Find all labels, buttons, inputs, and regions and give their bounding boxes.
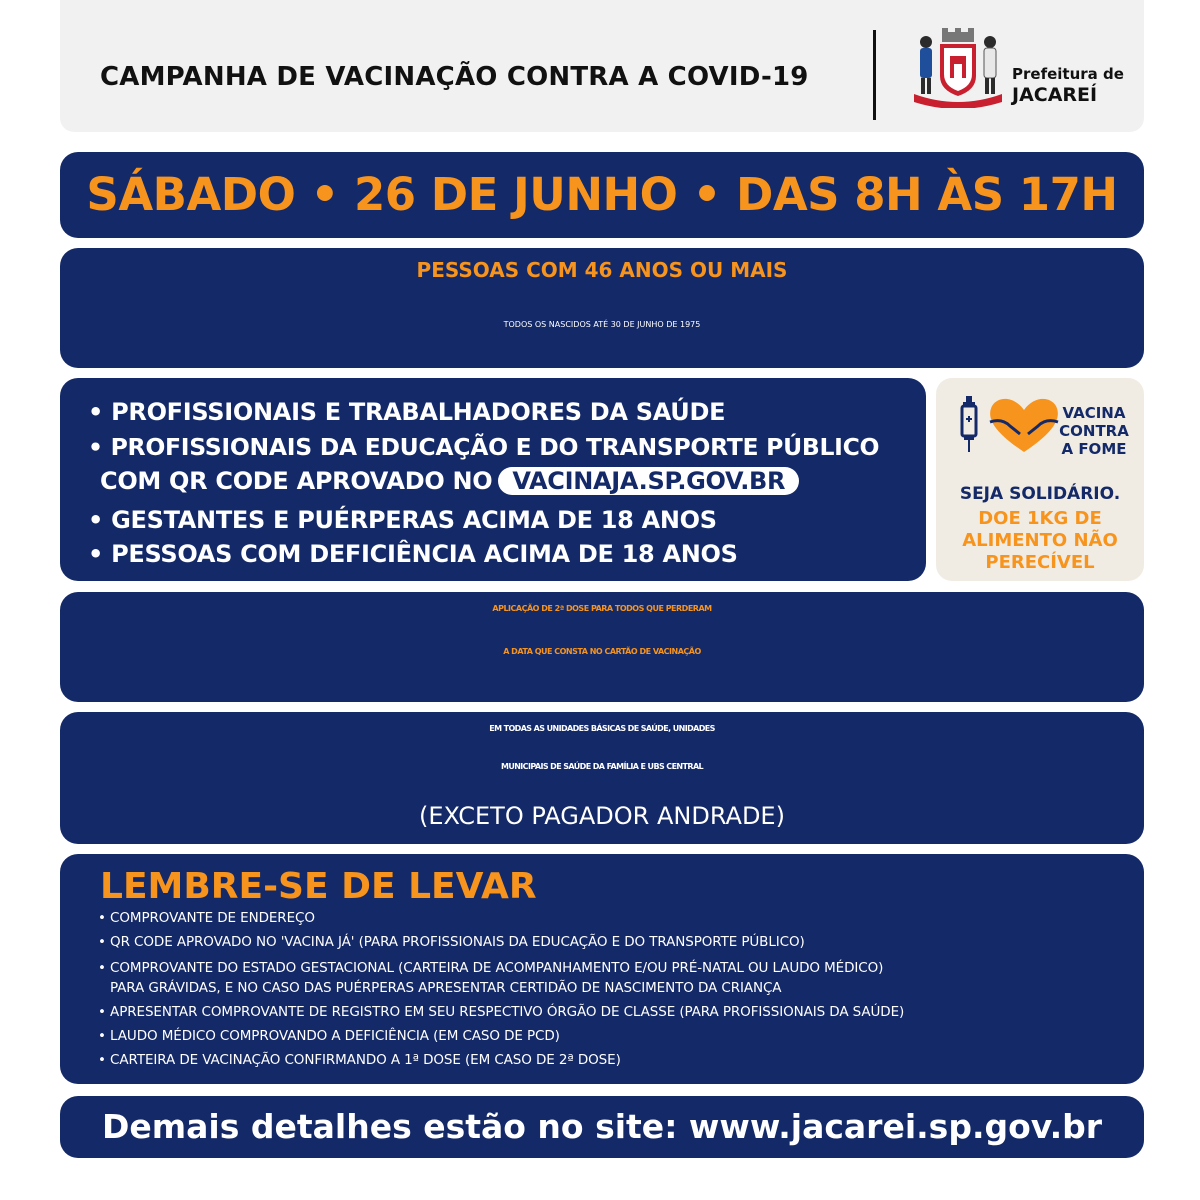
reminder-item: • COMPROVANTE DE ENDEREÇO [98, 910, 315, 926]
second-dose-line2: A DATA QUE CONSTA NO CARTÃO DE VACINAÇÃO [503, 647, 701, 656]
second-dose-line1: APLICAÇÃO DE 2ª DOSE PARA TODOS QUE PERDERAM [492, 604, 712, 613]
campaign-icons [954, 392, 1064, 454]
heart-hands-icon [990, 399, 1058, 452]
vacina-contra-fome-panel [936, 378, 1144, 581]
locations-exception: (EXCETO PAGADOR ANDRADE) [419, 802, 785, 830]
locations-line2: MUNICIPAIS DE SAÚDE DA FAMÍLIA E UBS CENTRAL [500, 762, 704, 771]
group-item-disability: • PESSOAS COM DEFICIÊNCIA ACIMA DE 18 ANOS [88, 540, 738, 568]
campaign-line1: VACINA [1062, 404, 1126, 422]
donation-text [936, 508, 1144, 574]
date-text: SÁBADO • 26 DE JUNHO • DAS 8H ÀS 17H [86, 168, 1118, 221]
group-item-pregnant: • GESTANTES E PUÉRPERAS ACIMA DE 18 ANOS [88, 506, 717, 534]
second-dose-banner [60, 592, 1144, 702]
campaign-line2: CONTRA [1059, 422, 1129, 440]
reminder-item: • APRESENTAR COMPROVANTE DE REGISTRO EM SEU RESPECTIVO ÓRGÃO DE CLASSE (PARA PROFISSIONAIS DA SAÚDE) [98, 1004, 905, 1020]
syringe-icon [962, 396, 976, 452]
vacina-contra-fome-title [1054, 404, 1134, 458]
group-item-health: • PROFISSIONAIS E TRABALHADORES DA SAÚDE [88, 398, 726, 426]
reminder-panel [60, 854, 1144, 1084]
jacarei-crest-icon [910, 28, 1006, 108]
campaign-title: CAMPANHA DE VACINAÇÃO CONTRA A COVID-19 [100, 62, 809, 92]
age-banner [60, 248, 1144, 368]
date-banner [60, 152, 1144, 238]
header-bar [60, 0, 1144, 132]
campaign-line3: A FOME [1061, 440, 1127, 458]
org-name-line1: Prefeitura de [1012, 65, 1124, 83]
group-item-education-line1: • PROFISSIONAIS DA EDUCAÇÃO E DO TRANSPORTE PÚBLICO [88, 433, 880, 461]
footer-banner [60, 1096, 1144, 1158]
age-subtitle: TODOS OS NASCIDOS ATÉ 30 DE JUNHO DE 1975 [503, 320, 701, 329]
footer-site-text: Demais detalhes estão no site: www.jacarei.sp.gov.br [101, 1107, 1103, 1146]
reminder-item-continued: PARA GRÁVIDAS, E NO CASO DAS PUÉRPERAS APRESENTAR CERTIDÃO DE NASCIMENTO DA CRIANÇA [110, 980, 782, 996]
vacinaja-url-link[interactable]: VACINAJA.SP.GOV.BR [498, 467, 799, 495]
age-title: PESSOAS COM 46 ANOS OU MAIS [416, 258, 788, 282]
reminder-item: • LAUDO MÉDICO COMPROVANDO A DEFICIÊNCIA (EM CASO DE PCD) [98, 1028, 560, 1044]
group-item-education-line2 [100, 467, 799, 495]
donation-line3: PERECÍVEL [985, 552, 1095, 573]
group-item-education-text: COM QR CODE APROVADO NO [100, 467, 493, 495]
org-name-line2: JACAREÍ [1012, 84, 1098, 106]
priority-groups-panel [60, 378, 926, 581]
locations-line1: EM TODAS AS UNIDADES BÁSICAS DE SAÚDE, UNIDADES [489, 724, 715, 733]
reminder-item: • COMPROVANTE DO ESTADO GESTACIONAL (CARTEIRA DE ACOMPANHAMENTO E/OU PRÉ-NATAL OU LAUDO MÉDICO) [98, 960, 884, 976]
reminder-item: • QR CODE APROVADO NO 'VACINA JÁ' (PARA PROFISSIONAIS DA EDUCAÇÃO E DO TRANSPORTE PÚBLICO) [98, 934, 805, 950]
donation-line1: DOE 1KG DE [978, 508, 1102, 529]
header-divider [873, 30, 876, 120]
seja-solidario-text: SEJA SOLIDÁRIO. [959, 484, 1121, 504]
locations-banner [60, 712, 1144, 844]
reminder-item: • CARTEIRA DE VACINAÇÃO CONFIRMANDO A 1ª DOSE (EM CASO DE 2ª DOSE) [98, 1052, 621, 1068]
donation-line2: ALIMENTO NÃO [962, 530, 1118, 551]
reminder-title: LEMBRE-SE DE LEVAR [100, 866, 537, 907]
